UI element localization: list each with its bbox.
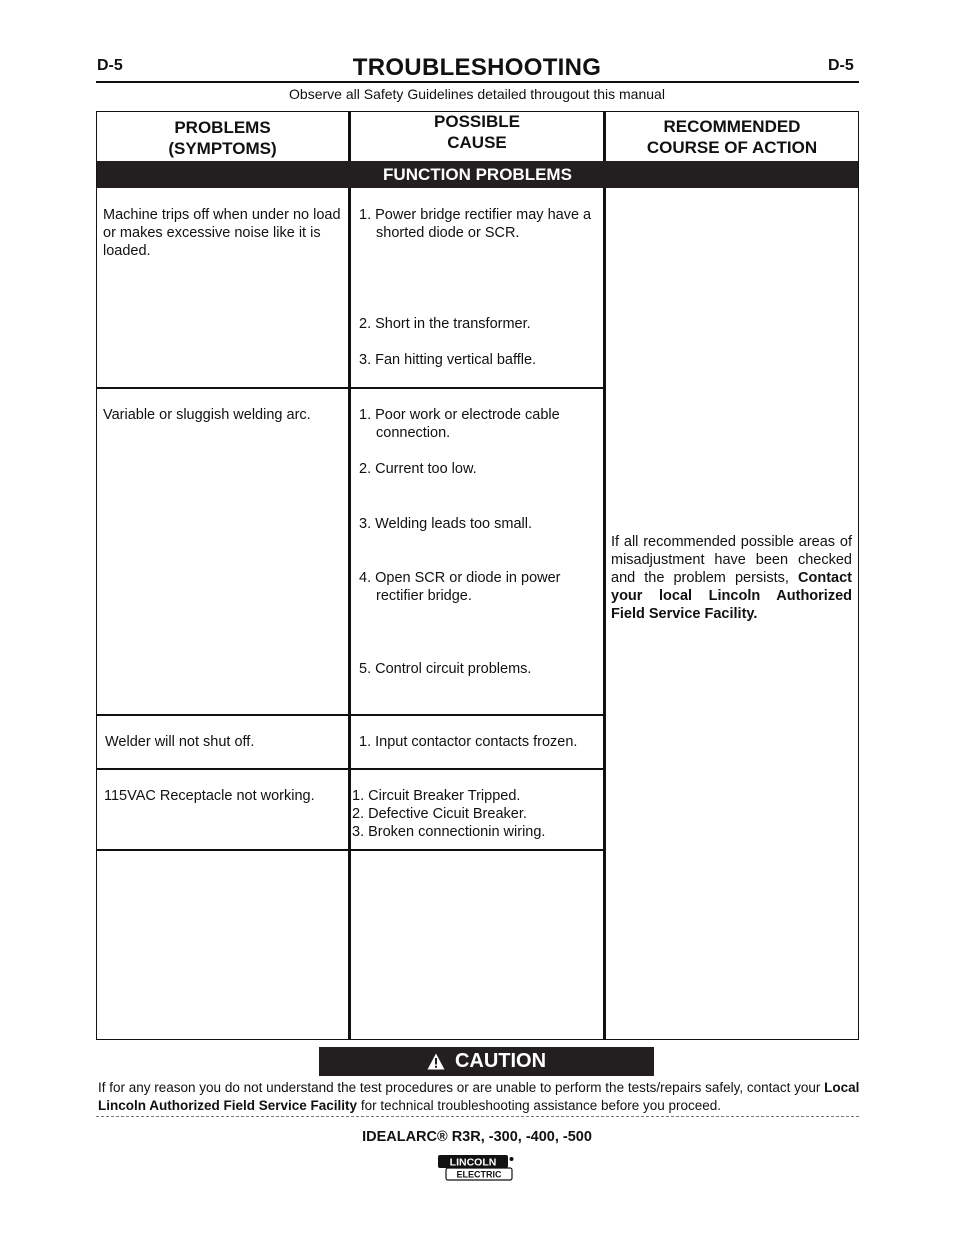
lincoln-electric-logo: [437, 1153, 515, 1183]
cause-item: 1. Power bridge rectifier may have a shorted diode or SCR.: [359, 207, 592, 241]
cause-item: 2. Short in the transformer.: [359, 316, 531, 332]
model-name: IDEALARC® R3R, -300, -400, -500: [362, 1129, 592, 1145]
cause-item: 1. Poor work or electrode cable connection.: [359, 407, 560, 441]
cause-item: 3. Broken connectionin wiring.: [352, 824, 546, 840]
cause-item: 2. Current too low.: [359, 461, 477, 477]
column-header-action: RECOMMENDED COURSE OF ACTION: [646, 117, 818, 157]
page-code-right: D-5: [828, 57, 854, 74]
problem-text: Machine trips off when under no load or makes excessive noise like it is loaded.: [103, 207, 341, 259]
column-divider: [603, 112, 606, 1039]
row-divider: [97, 849, 604, 851]
caution-text: If for any reason you do not understand the test procedures or are unable to perform the tests/repairs safely, contact your Local Lincoln Authorized Field Service Facility for technical troubleshooting assistance before you proceed.: [98, 1080, 860, 1113]
page-title: TROUBLESHOOTING: [352, 54, 602, 81]
section-header-function-problems: FUNCTION PROBLEMS: [97, 161, 858, 188]
warning-triangle-icon: [427, 1053, 445, 1070]
caution-banner: [319, 1047, 654, 1076]
safety-note: Observe all Safety Guidelines detailed througout this manual: [289, 86, 665, 102]
problem-text: 115VAC Receptacle not working.: [104, 788, 315, 804]
cause-item: 4. Open SCR or diode in power rectifier bridge.: [359, 570, 561, 604]
caution-label: CAUTION: [454, 1050, 547, 1072]
row-divider: [97, 768, 604, 770]
column-header-cause: POSSIBLE CAUSE: [434, 112, 520, 152]
row-divider: [97, 714, 604, 716]
svg-text:LINCOLN: LINCOLN: [449, 1156, 497, 1169]
column-divider: [348, 112, 351, 1039]
cause-item: 3. Welding leads too small.: [359, 516, 533, 532]
recommended-action: If all recommended possible areas of misadjustment have been checked and the problem persists, Contact your local Lincoln Authorized Field Service Facility.: [611, 534, 852, 622]
header-rule: [96, 81, 859, 83]
svg-text:ELECTRIC: ELECTRIC: [456, 1169, 502, 1180]
troubleshooting-table: [96, 111, 859, 1040]
problem-text: Variable or sluggish welding arc.: [103, 407, 311, 423]
problem-text: Welder will not shut off.: [105, 734, 255, 750]
cause-item: 1. Input contactor contacts frozen.: [359, 734, 578, 750]
row-divider: [97, 387, 604, 389]
footer-rule: [96, 1116, 859, 1117]
cause-item: 3. Fan hitting vertical baffle.: [359, 352, 537, 368]
cause-item: 5. Control circuit problems.: [359, 661, 532, 677]
cause-item: 2. Defective Cicuit Breaker.: [352, 806, 527, 822]
column-header-problems: PROBLEMS (SYMPTOMS): [168, 118, 277, 158]
cause-item: 1. Circuit Breaker Tripped.: [352, 788, 521, 804]
page-code-left: D-5: [97, 57, 123, 74]
